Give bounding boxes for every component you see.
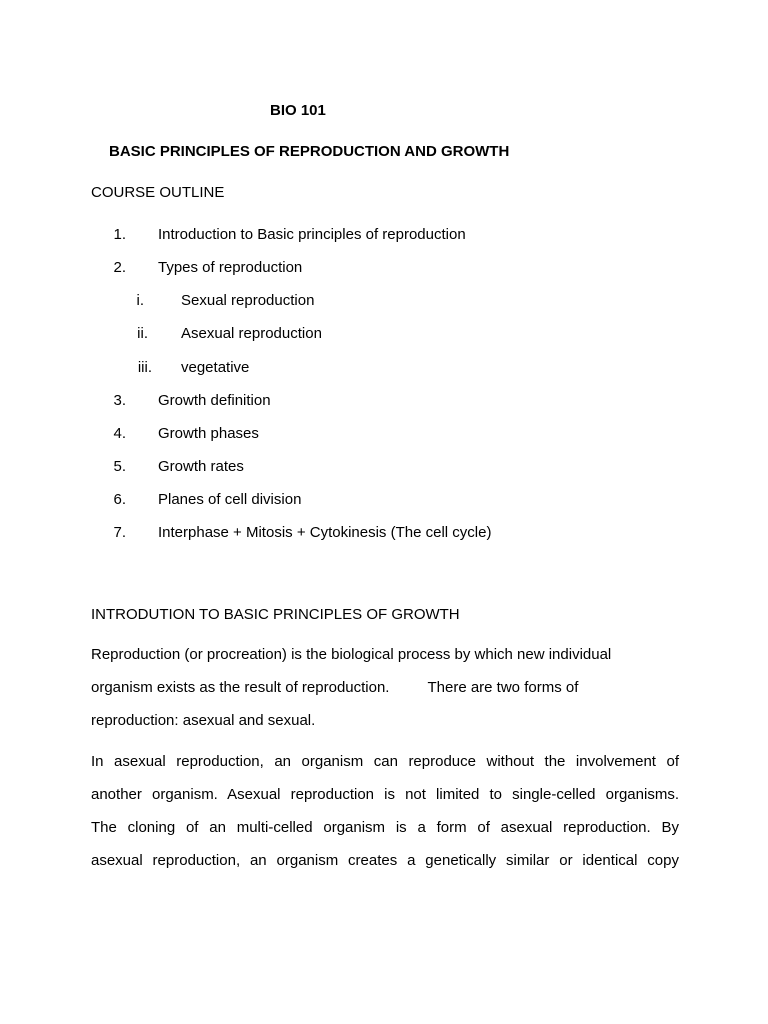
outline-text: Introduction to Basic principles of reproduction (158, 226, 466, 243)
paragraph-fragment: organism exists as the result of reproduction. (91, 679, 390, 696)
outline-number: ii. (137, 325, 148, 342)
outline-number: 7. (113, 524, 126, 541)
outline-text: Growth phases (158, 425, 259, 442)
outline-text: Growth rates (158, 458, 244, 475)
course-title: BASIC PRINCIPLES OF REPRODUCTION AND GROWTH (109, 143, 510, 160)
paragraph-line: Reproduction (or procreation) is the biological process by which new individual (91, 646, 612, 663)
outline-text: Interphase + Mitosis + Cytokinesis (The cell cycle) (158, 524, 492, 541)
paragraph-line: In asexual reproduction, an organism can reproduce without the involvement of (91, 753, 679, 770)
intro-heading: INTRODUTION TO BASIC PRINCIPLES OF GROWTH (91, 606, 460, 623)
outline-number: 1. (113, 226, 126, 243)
paragraph-fragment: There are two forms of (427, 679, 579, 696)
paragraph-line: asexual reproduction, an organism creates a genetically similar or identical copy (91, 852, 679, 869)
outline-number: 4. (113, 425, 126, 442)
paragraph-line: another organism. Asexual reproduction is not limited to single-celled organisms. (91, 786, 679, 803)
outline-text: Sexual reproduction (181, 292, 315, 309)
course-code-title: BIO 101 (270, 102, 326, 119)
outline-text: Types of reproduction (158, 259, 303, 276)
outline-number: iii. (137, 359, 152, 376)
course-outline-heading: COURSE OUTLINE (91, 184, 225, 201)
outline-text: Planes of cell division (158, 491, 302, 508)
paragraph-line: reproduction: asexual and sexual. (91, 712, 316, 729)
paragraph-asexual (91, 745, 679, 877)
outline-text: Asexual reproduction (181, 325, 322, 342)
paragraph-line (91, 671, 679, 704)
paragraph-line: The cloning of an multi-celled organism is a form of asexual reproduction. By (91, 819, 679, 836)
outline-number: i. (136, 292, 144, 309)
outline-text: vegetative (181, 359, 250, 376)
outline-number: 3. (113, 392, 126, 409)
outline-number: 5. (113, 458, 126, 475)
outline-text: Growth definition (158, 392, 271, 409)
paragraph-intro (91, 638, 679, 737)
outline-number: 6. (113, 491, 126, 508)
outline-number: 2. (113, 259, 126, 276)
